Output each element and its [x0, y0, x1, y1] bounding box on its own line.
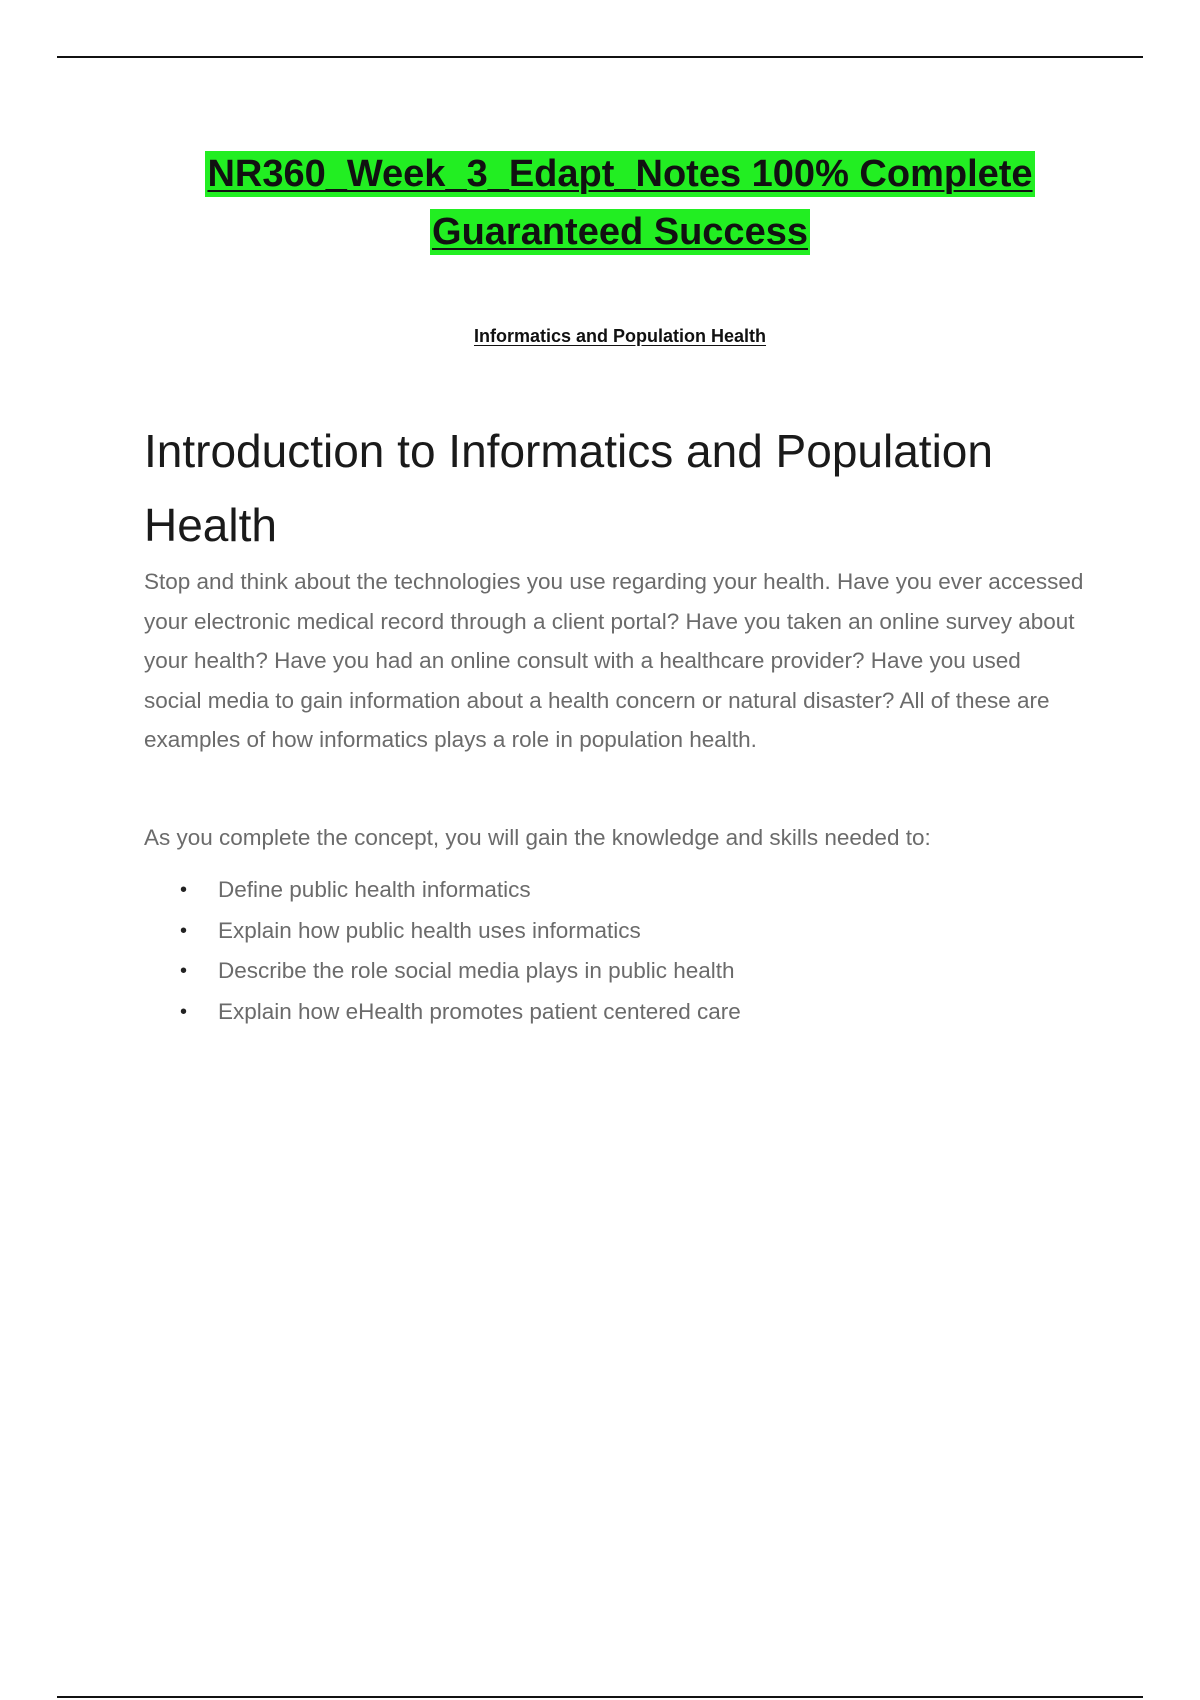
list-item: [144, 911, 1044, 952]
intro-paragraph: Stop and think about the technologies you use regarding your health. Have you ever accessed your electronic medical record through a client portal? Have you taken an online survey about your health? Have you had an online consult with a healthcare provider? Have you used social media to gain information about a health concern or natural disaster? All of these are examples of how informatics plays a role in population health.: [144, 569, 1084, 752]
list-item: [144, 870, 1044, 911]
bottom-divider: [57, 1696, 1143, 1698]
document-title-line-1: NR360_Week_3_Edapt_Notes 100% Complete: [207, 153, 1033, 195]
document-title: [120, 145, 1120, 261]
section-heading: Introduction to Informatics and Population Health: [144, 425, 993, 551]
bullet-icon: •: [180, 919, 188, 942]
list-item: [144, 992, 1044, 1033]
objective-text: Describe the role social media plays in public health: [218, 958, 735, 983]
objective-text: Explain how eHealth promotes patient centered care: [218, 998, 741, 1024]
bullet-icon: •: [180, 960, 188, 982]
bullet-icon: •: [180, 879, 188, 901]
top-divider: [57, 56, 1143, 58]
objectives-lead-paragraph: As you complete the concept, you will gain the knowledge and skills needed to:: [144, 825, 931, 850]
objectives-list: [144, 870, 1044, 1032]
list-item: [144, 951, 1044, 992]
bullet-icon: •: [180, 1000, 188, 1023]
objective-text: Define public health informatics: [218, 877, 531, 902]
document-title-line-2: Guaranteed Success: [432, 211, 808, 253]
document-subtitle: Informatics and Population Health: [473, 326, 767, 346]
objective-text: Explain how public health uses informatics: [218, 917, 641, 943]
